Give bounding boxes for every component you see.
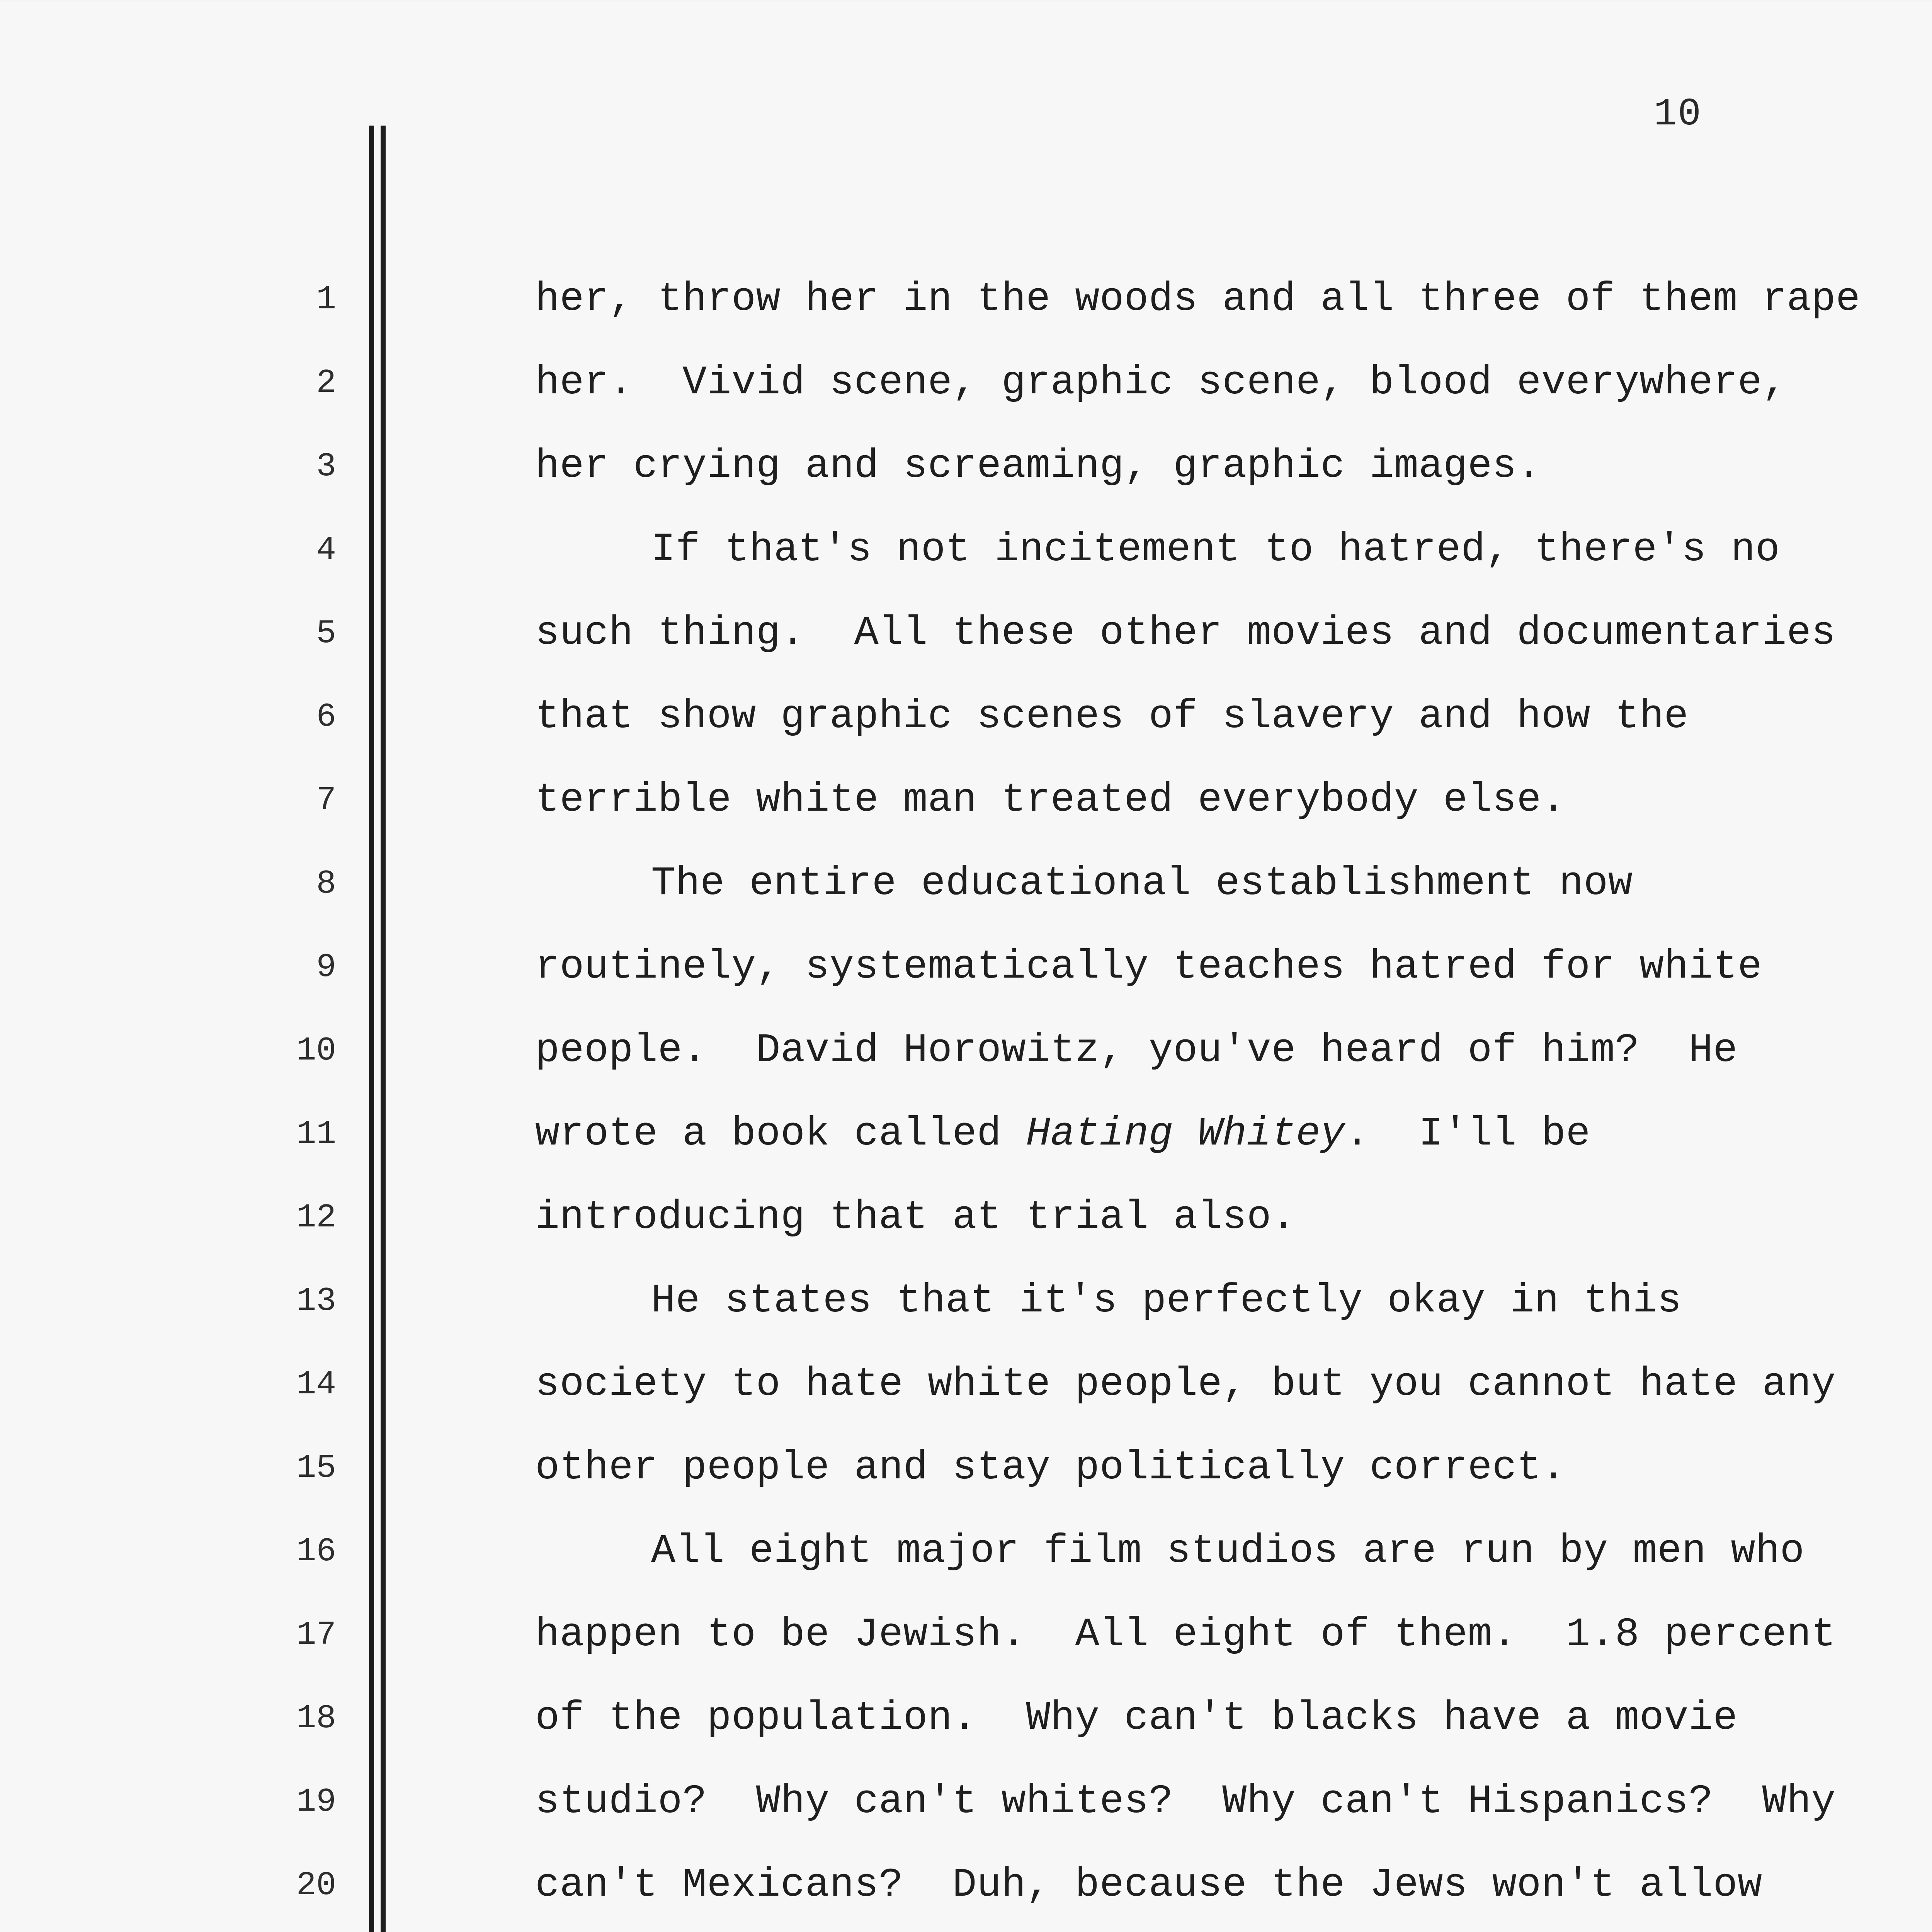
transcript-line: studio? Why can't whites? Why can't Hispanics? Why <box>535 1779 1836 1825</box>
transcript-line: All eight major film studios are run by men who <box>651 1528 1804 1574</box>
transcript-line: can't Mexicans? Duh, because the Jews won't allow <box>535 1862 1762 1908</box>
transcript-line: such thing. All these other movies and documentaries <box>535 610 1836 656</box>
line-number: 1 <box>316 281 336 318</box>
line-number: 11 <box>296 1115 336 1153</box>
line-number: 17 <box>296 1616 336 1654</box>
line-number: 19 <box>296 1783 336 1821</box>
transcript-line <box>535 1109 1590 1159</box>
line-number: 18 <box>296 1699 336 1737</box>
left-margin-rule-inner <box>381 126 386 1932</box>
line-number: 5 <box>316 614 336 652</box>
transcript-line: He states that it's perfectly okay in this <box>651 1278 1682 1324</box>
line-number: 3 <box>316 447 336 485</box>
transcript-line: her crying and screaming, graphic images. <box>535 443 1541 489</box>
left-margin-rule-outer <box>369 126 374 1932</box>
transcript-line: happen to be Jewish. All eight of them. 1.8 percent <box>535 1612 1836 1658</box>
transcript-line: society to hate white people, but you cannot hate any <box>535 1361 1836 1407</box>
transcript-line: terrible white man treated everybody else. <box>535 777 1566 823</box>
book-title: Hating Whitey <box>1026 1111 1345 1157</box>
transcript-line: her. Vivid scene, graphic scene, blood everywhere, <box>535 360 1787 406</box>
line-number: 15 <box>296 1449 336 1487</box>
transcript-line: routinely, systematically teaches hatred for white <box>535 944 1762 990</box>
line-number: 8 <box>316 865 336 903</box>
transcript-line: that show graphic scenes of slavery and how the <box>535 694 1689 740</box>
line-number: 14 <box>296 1366 336 1403</box>
transcript-line: people. David Horowitz, you've heard of him? He <box>535 1027 1738 1073</box>
transcript-line-text: wrote a book called <box>535 1111 1026 1157</box>
line-number: 9 <box>316 948 336 986</box>
transcript-line: introducing that at trial also. <box>535 1194 1296 1240</box>
line-number: 16 <box>296 1532 336 1570</box>
line-number: 6 <box>316 698 336 736</box>
line-number: 13 <box>296 1282 336 1320</box>
page-number: 10 <box>1654 93 1702 136</box>
line-number: 12 <box>296 1199 336 1236</box>
transcript-line: The entire educational establishment now <box>651 861 1633 906</box>
transcript-line: of the population. Why can't blacks have a movie <box>535 1695 1738 1741</box>
transcript-line: If that's not incitement to hatred, there's no <box>651 527 1780 573</box>
line-number: 10 <box>296 1032 336 1070</box>
line-number: 4 <box>316 531 336 569</box>
transcript-line: other people and stay politically correct. <box>535 1445 1566 1491</box>
line-number: 2 <box>316 364 336 402</box>
line-number: 7 <box>316 781 336 819</box>
line-number: 20 <box>296 1866 336 1904</box>
transcript-line-text: . I'll be <box>1345 1111 1590 1157</box>
transcript-line: her, throw her in the woods and all three of them rape <box>535 276 1861 322</box>
